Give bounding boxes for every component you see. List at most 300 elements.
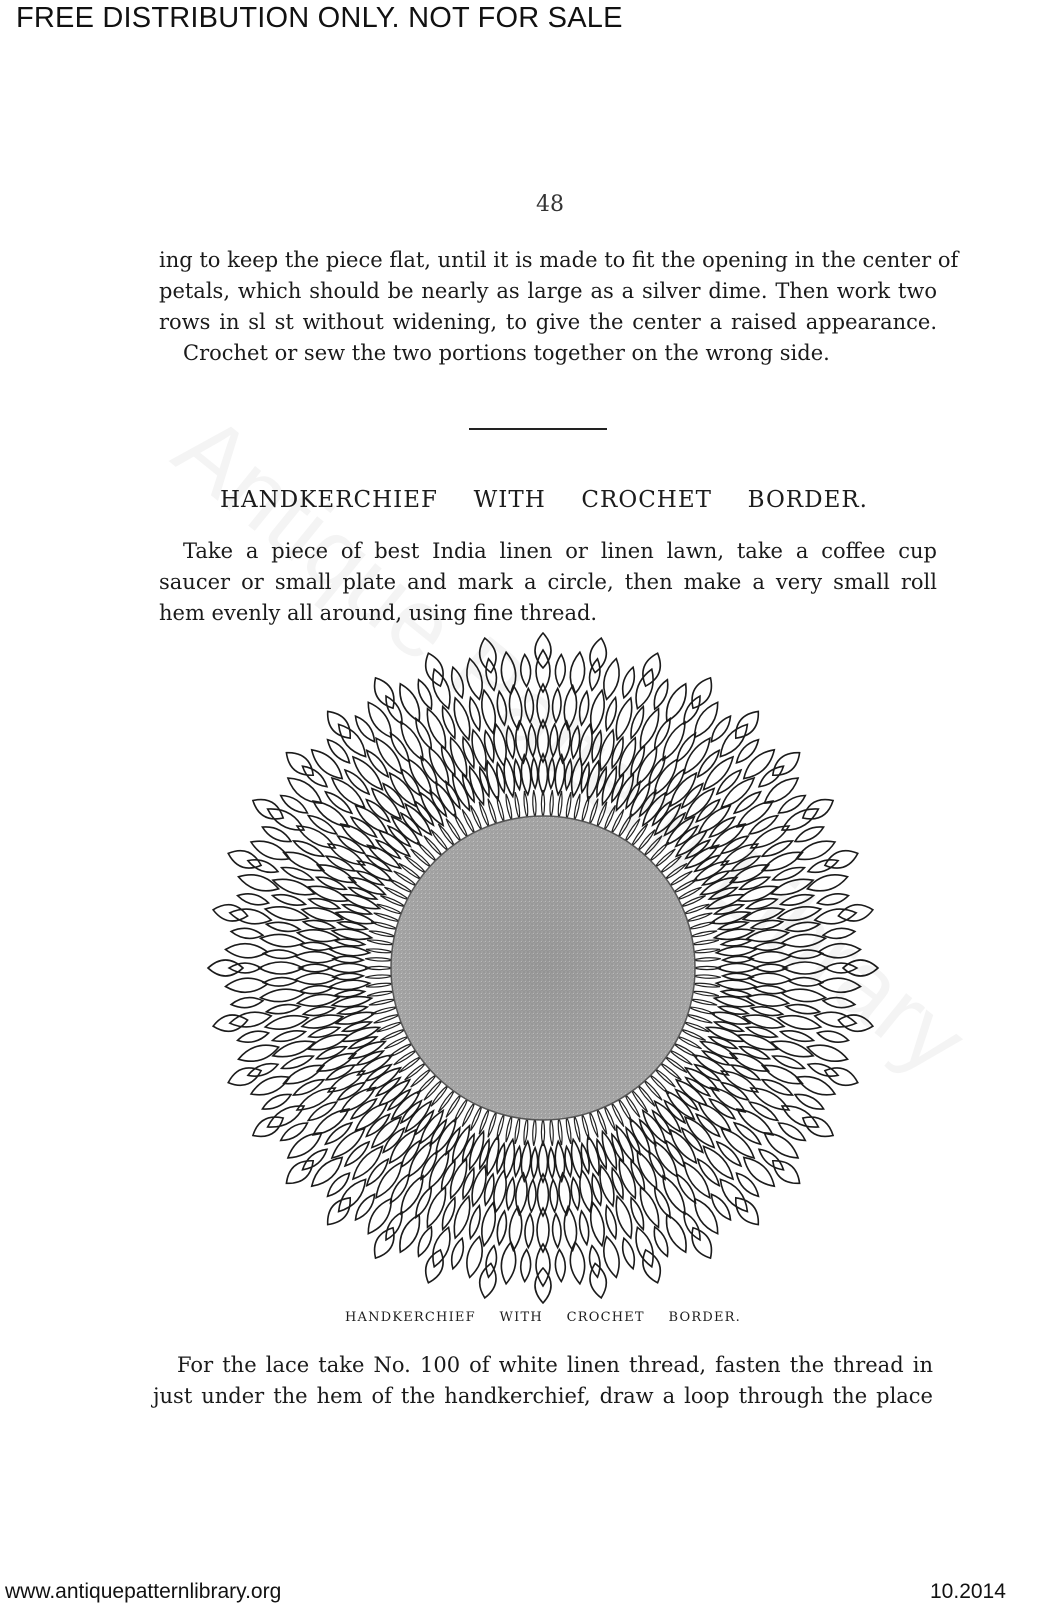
crochet-loop <box>693 966 721 969</box>
crochet-loop <box>680 896 706 907</box>
crochet-loop <box>536 650 550 692</box>
crochet-loop <box>618 814 632 838</box>
crochet-loop <box>541 790 544 818</box>
crochet-loop <box>341 1088 375 1112</box>
crochet-loop <box>637 1151 656 1188</box>
crochet-loop <box>341 824 375 848</box>
crochet-loop <box>431 1085 449 1107</box>
crochet-loop <box>581 763 589 792</box>
crochet-loop <box>342 1027 380 1041</box>
crochet-loop <box>238 1031 269 1042</box>
crochet-loop <box>375 678 394 708</box>
crochet-loop <box>743 908 784 921</box>
crochet-loop <box>751 826 789 848</box>
crochet-loop <box>555 1250 565 1282</box>
crochet-loop <box>676 830 707 856</box>
crochet-loop <box>604 659 619 700</box>
crochet-loop <box>600 1166 614 1206</box>
crochet-loop <box>442 707 455 739</box>
crochet-loop <box>625 1094 640 1118</box>
crochet-loop <box>825 1068 858 1085</box>
crochet-loop <box>570 1242 584 1284</box>
crochet-loop <box>376 840 400 858</box>
crochet-loop <box>686 1078 710 1096</box>
crochet-loop <box>711 912 750 924</box>
crochet-loop <box>640 791 656 816</box>
crochet-loop <box>367 750 388 776</box>
crochet-loop <box>663 1176 685 1214</box>
crochet-loop <box>349 888 377 900</box>
crochet-loop <box>553 688 561 722</box>
crochet-loop <box>636 669 653 708</box>
crochet-loop <box>369 999 396 1005</box>
crochet-loop <box>446 819 461 843</box>
crochet-loop <box>421 1152 437 1180</box>
crochet-loop <box>368 1199 391 1234</box>
crochet-loop <box>480 638 496 673</box>
crochet-loop <box>365 966 393 969</box>
crochet-loop <box>368 845 401 868</box>
crochet-loop <box>454 1196 469 1238</box>
crochet-loop <box>597 768 606 797</box>
crochet-loop <box>667 1215 687 1253</box>
crochet-loop <box>535 633 551 668</box>
crochet-loop <box>339 1179 366 1211</box>
crochet-loop <box>717 770 741 794</box>
crochet-loop <box>782 934 826 946</box>
crochet-loop <box>480 768 489 797</box>
crochet-loop <box>325 792 351 813</box>
crochet-loop <box>330 980 370 989</box>
crochet-loop <box>631 824 647 847</box>
crochet-loop <box>550 724 558 756</box>
crochet-loop <box>497 763 505 792</box>
crochet-loop <box>654 680 667 709</box>
crochet-loop <box>231 998 263 1008</box>
crochet-loop <box>405 856 427 874</box>
crochet-loop <box>640 1120 656 1145</box>
crochet-loop <box>623 667 635 698</box>
crochet-loop <box>467 1237 482 1278</box>
crochet-loop <box>288 1133 322 1158</box>
crochet-loop <box>391 1174 410 1203</box>
crochet-loop <box>379 1080 410 1106</box>
crochet-loop <box>782 1106 818 1127</box>
crochet-loop <box>325 1123 351 1144</box>
crochet-loop <box>636 1227 653 1266</box>
crochet-loop <box>717 1142 741 1166</box>
crochet-loop <box>295 973 337 984</box>
crochet-loop <box>773 753 800 776</box>
crochet-loop <box>695 702 718 737</box>
crochet-loop <box>754 942 786 950</box>
crochet-loop <box>550 1180 558 1212</box>
crochet-loop <box>506 1178 514 1210</box>
crochet-loop <box>335 990 365 997</box>
intro-paragraph <box>159 245 959 369</box>
crochet-loop <box>680 1029 706 1040</box>
crochet-loop <box>298 930 340 942</box>
crochet-loop <box>643 836 662 857</box>
crochet-loop <box>436 783 456 818</box>
crochet-loop <box>366 1114 389 1136</box>
crochet-loop <box>684 696 700 724</box>
crochet-loop <box>746 899 777 909</box>
crochet-loop <box>374 1014 401 1023</box>
crochet-loop <box>744 750 775 779</box>
crochet-loop <box>273 1031 306 1041</box>
crochet-loop <box>463 774 475 802</box>
crochet-loop <box>592 731 601 762</box>
crochet-loop <box>368 1068 401 1091</box>
crochet-loop <box>682 1128 703 1152</box>
crochet-loop <box>771 879 813 894</box>
crochet-loop <box>335 939 365 946</box>
crochet-loop <box>597 802 607 828</box>
crochet-loop <box>357 1051 384 1065</box>
crochet-loop <box>367 1159 388 1185</box>
crochet-loop <box>825 963 857 973</box>
crochet-loop <box>297 826 335 848</box>
crochet-loop <box>714 929 753 939</box>
crochet-loop <box>590 1246 600 1278</box>
crochet-loop <box>723 973 753 979</box>
crochet-loop <box>692 983 720 987</box>
crochet-loop <box>537 684 549 728</box>
crochet-loop <box>660 1062 682 1080</box>
crochet-loop <box>721 1129 754 1158</box>
crochet-loop <box>616 698 631 740</box>
crochet-loop <box>336 1012 375 1024</box>
crochet-loop <box>631 1089 647 1112</box>
crochet-loop <box>665 813 685 835</box>
crochet-loop <box>559 1173 570 1215</box>
crochet-loop <box>617 1126 634 1162</box>
crochet-loop <box>663 722 685 760</box>
crochet-loop <box>612 1134 624 1162</box>
crochet-loop <box>377 904 403 914</box>
crochet-loop <box>703 871 730 885</box>
crochet-loop <box>317 865 355 883</box>
crochet-loop <box>564 686 576 730</box>
crochet-loop <box>803 1117 833 1136</box>
crochet-loop <box>328 1071 364 1092</box>
crochet-loop <box>392 817 420 845</box>
crochet-loop <box>604 805 615 831</box>
crochet-loop <box>365 958 393 961</box>
crochet-loop <box>268 1106 304 1127</box>
crochet-loop <box>655 1101 681 1132</box>
crochet-loop <box>253 1117 283 1136</box>
crochet-loop <box>353 757 382 790</box>
crochet-loop <box>795 827 824 842</box>
crochet-loop <box>696 1114 719 1136</box>
crochet-loop <box>714 997 753 1007</box>
crochet-loop <box>582 796 589 823</box>
crochet-loop <box>692 1228 711 1258</box>
crochet-loop <box>686 845 719 868</box>
crochet-loop <box>782 809 818 830</box>
crochet-loop <box>384 887 409 900</box>
crochet-loop <box>740 877 770 889</box>
crochet-loop <box>339 724 366 756</box>
crochet-loop <box>525 688 533 722</box>
crochet-loop <box>405 804 431 835</box>
page-number: 48 <box>536 192 564 217</box>
crochet-loop <box>764 1133 798 1158</box>
crochet-loop <box>506 1115 512 1142</box>
crochet-loop <box>401 813 421 835</box>
text-line: hem evenly all around, using fine thread. <box>159 601 598 625</box>
crochet-loop <box>666 1091 694 1119</box>
crochet-loop <box>427 1187 445 1227</box>
crochet-loop <box>643 793 666 826</box>
crochet-loop <box>759 1149 784 1170</box>
crochet-loop <box>394 1050 418 1065</box>
crochet-loop <box>749 816 778 835</box>
crochet-loop <box>467 659 482 700</box>
crochet-loop <box>251 841 290 859</box>
crochet-loop <box>616 1196 631 1238</box>
crochet-loop <box>302 908 343 921</box>
crochet-loop <box>555 655 565 687</box>
crochet-loop <box>326 856 355 871</box>
crochet-loop <box>553 1214 561 1248</box>
crochet-loop <box>721 844 757 865</box>
crochet-loop <box>747 994 789 1006</box>
crochet-loop <box>487 761 499 800</box>
crochet-loop <box>807 875 847 891</box>
crochet-loop <box>693 975 721 978</box>
crochet-loop <box>248 860 278 872</box>
crochet-loop <box>228 1068 261 1085</box>
crochet-loop <box>383 784 404 808</box>
crochet-loop <box>566 792 571 820</box>
crochet-loop <box>229 963 261 973</box>
crochet-loop <box>349 1037 377 1049</box>
crochet-loop <box>751 1088 789 1110</box>
crochet-loop <box>786 922 820 931</box>
crochet-loop <box>230 1012 271 1027</box>
crochet-loop <box>676 826 698 846</box>
crochet-loop <box>213 1015 248 1031</box>
crochet-loop <box>684 1212 700 1240</box>
crochet-loop <box>368 702 391 737</box>
crochet-loop <box>823 998 855 1008</box>
crochet-loop <box>303 1149 328 1170</box>
crochet-loop <box>730 865 768 883</box>
crochet-loop <box>779 1123 806 1141</box>
crochet-loop <box>782 989 826 1001</box>
crochet-loop <box>521 655 531 687</box>
crochet-loop <box>394 871 418 886</box>
crochet-loop <box>676 1090 698 1110</box>
crochet-loop <box>488 799 497 826</box>
crochet-loop <box>536 1244 550 1286</box>
text-line: ing to keep the piece flat, until it is made to fit the opening in the center of <box>159 248 959 272</box>
crochet-loop <box>819 978 861 992</box>
crochet-loop <box>574 1115 580 1142</box>
crochet-loop <box>262 827 291 842</box>
crochet-loop <box>371 1007 398 1014</box>
crochet-loop <box>694 1055 729 1075</box>
crochet-loop <box>548 1148 554 1178</box>
crochet-loop <box>485 1174 494 1205</box>
crochet-loop <box>366 800 389 822</box>
crochet-loop <box>482 690 496 733</box>
crochet-loop <box>282 867 314 880</box>
crochet-loop <box>238 894 269 905</box>
crochet-loop <box>531 1148 537 1178</box>
crochet-loop <box>773 1161 800 1184</box>
crochet-loop <box>591 690 605 733</box>
crochet-loop <box>417 842 437 862</box>
crochet-loop <box>451 1159 467 1198</box>
crochet-loop <box>333 956 363 962</box>
crochet-loop <box>717 964 757 973</box>
crochet-loop <box>442 1161 455 1190</box>
crochet-loop <box>692 678 711 708</box>
crochet-loop <box>707 895 745 909</box>
crochet-loop <box>405 1062 427 1080</box>
crochet-loop <box>670 773 696 806</box>
crochet-loop <box>695 1199 718 1234</box>
crochet-loop <box>699 1103 731 1131</box>
crochet-loop <box>309 886 349 901</box>
crochet-loop <box>738 1035 778 1050</box>
crochet-loop <box>497 691 506 725</box>
crochet-loop <box>497 796 504 823</box>
crochet-loop <box>762 841 792 856</box>
crochet-loop <box>631 707 644 739</box>
crochet-loop <box>281 796 308 814</box>
crochet-loop <box>401 1176 423 1214</box>
crochet-loop <box>298 994 340 1006</box>
crochet-loop <box>399 1056 422 1072</box>
crochet-loop <box>482 1203 496 1246</box>
crochet-loop <box>356 1103 388 1131</box>
crochet-loop <box>612 774 624 802</box>
crochet-loop <box>399 863 422 879</box>
crochet-loop <box>309 1035 349 1050</box>
crochet-loop <box>263 978 297 986</box>
crochet-loop <box>572 1139 582 1178</box>
crochet-loop <box>345 1142 369 1166</box>
crochet-loop <box>643 1080 662 1101</box>
crochet-loop <box>514 760 521 790</box>
crochet-loop <box>345 770 369 794</box>
crochet-loop <box>631 1198 644 1230</box>
crochet-loop <box>709 888 737 900</box>
crochet-loop <box>655 849 676 868</box>
crochet-loop <box>390 773 416 806</box>
crochet-loop <box>637 748 656 785</box>
crochet-loop <box>262 1094 291 1109</box>
crochet-loop <box>626 1128 640 1155</box>
crochet-loop <box>328 740 350 763</box>
crochet-loop <box>803 800 833 819</box>
crochet-loop <box>313 1109 349 1135</box>
crochet-loop <box>592 1174 601 1205</box>
crochet-loop <box>401 722 423 760</box>
crochet-loop <box>719 922 748 930</box>
crochet-loop <box>259 962 303 974</box>
crochet-loop <box>376 1078 400 1096</box>
crochet-loop <box>654 1141 677 1176</box>
crochet-loop <box>317 1047 347 1059</box>
crochet-loop <box>338 922 367 930</box>
crochet-loop <box>655 804 681 835</box>
text-line: Crochet or sew the two portions together on the wrong side. <box>183 341 830 365</box>
crochet-loop <box>664 1056 687 1072</box>
crochet-loop <box>676 1080 707 1106</box>
crochet-loop <box>655 719 670 749</box>
crochet-loop <box>411 1068 432 1087</box>
crochet-loop <box>619 738 635 777</box>
crochet-loop <box>720 1179 747 1211</box>
crochet-loop <box>531 758 537 788</box>
crochet-loop <box>558 791 562 819</box>
crochet-loop <box>386 1212 402 1240</box>
crochet-loop <box>654 1227 667 1256</box>
crochet-loop <box>286 1161 313 1184</box>
text-line: rows in sl st without widening, to give the center a raised appearance. <box>159 310 937 334</box>
crochet-loop <box>294 1080 324 1095</box>
crochet-loop <box>308 816 337 835</box>
crochet-loop <box>789 978 823 986</box>
crochet-loop <box>701 1042 737 1059</box>
crochet-loop <box>715 905 744 914</box>
crochet-loop <box>372 789 401 819</box>
crochet-loop <box>383 1128 404 1152</box>
crochet-loop <box>357 871 384 885</box>
crochet-loop <box>719 1006 748 1014</box>
crochet-loop <box>297 1088 335 1110</box>
crochet-loop <box>698 750 719 776</box>
crochet-loop <box>677 1036 702 1049</box>
crochet-loop <box>709 1037 737 1049</box>
crochet-loop <box>602 767 616 805</box>
crochet-loop <box>317 1054 355 1072</box>
crochet-loop <box>446 782 460 809</box>
crochet-loop <box>604 1237 619 1278</box>
crochet-loop <box>328 711 351 738</box>
crochet-loop <box>416 719 431 749</box>
crochet-loop <box>550 1118 553 1146</box>
crochet-loop <box>353 1146 382 1179</box>
crochet-loop <box>796 841 835 859</box>
crochet-loop <box>516 721 527 763</box>
crochet-loop <box>228 851 261 868</box>
crochet-loop <box>683 1022 709 1032</box>
crochet-loop <box>521 1141 530 1181</box>
crochet-loop <box>336 912 375 924</box>
crochet-loop <box>571 1178 579 1210</box>
crochet-loop <box>749 952 791 963</box>
crochet-loop <box>358 1055 393 1075</box>
crochet-loop <box>747 930 789 942</box>
crochet-loop <box>376 738 402 774</box>
crochet-loop <box>690 931 717 937</box>
lace-paragraph <box>153 1350 933 1412</box>
crochet-loop <box>670 1130 696 1163</box>
crochet-loop <box>442 1198 455 1230</box>
crochet-loop <box>570 652 584 694</box>
crochet-loop <box>463 1168 474 1198</box>
crochet-loop <box>497 1113 504 1140</box>
crochet-loop <box>379 830 410 856</box>
crochet-loop <box>677 1174 696 1203</box>
